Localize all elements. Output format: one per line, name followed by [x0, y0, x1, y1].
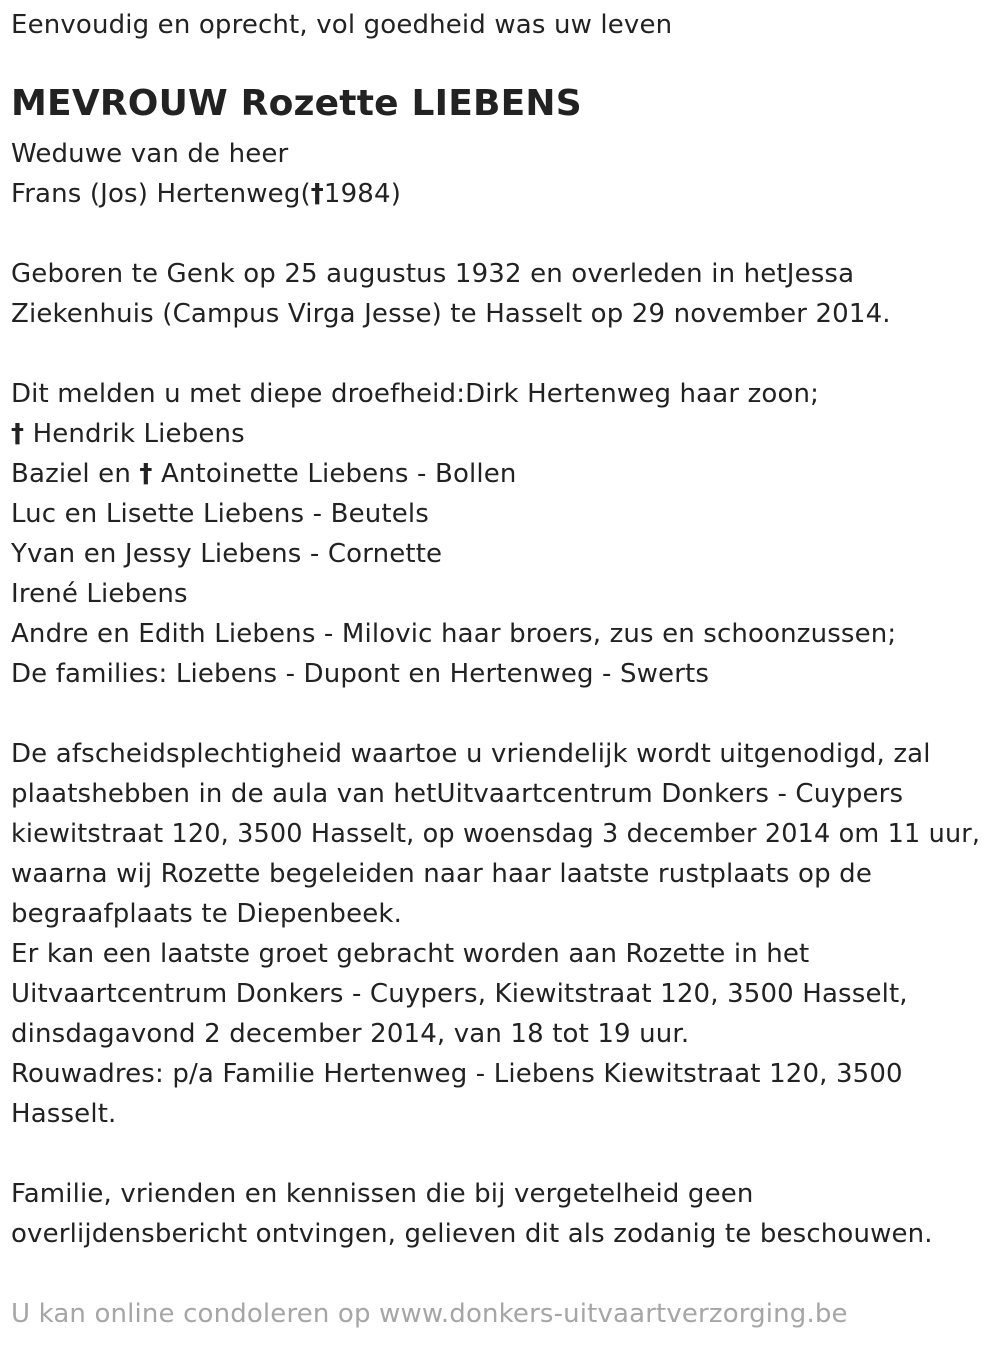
viewing-line: Uitvaartcentrum Donkers - Cuypers, Kiewitstraat 120, 3500 Hasselt, — [11, 979, 908, 1009]
birth-death-line-1: Geboren te Genk op 25 augustus 1932 en overleden in hetJessa — [11, 259, 855, 289]
family-line-yvan: Yvan en Jessy Liebens - Cornette — [11, 539, 443, 569]
family-line-baziel — [11, 454, 517, 494]
family-member: Baziel en — [11, 459, 131, 489]
ceremony-line: waarna wij Rozette begeleiden naar haar laatste rustplaats op de — [11, 859, 872, 889]
notice-line: Familie, vrienden en kennissen die bij vergetelheid geen — [11, 1179, 754, 1209]
spouse-line-2 — [11, 174, 401, 214]
deceased-name: MEVROUW Rozette LIEBENS — [11, 83, 582, 124]
family-line-luc: Luc en Lisette Liebens - Beutels — [11, 499, 429, 529]
spouse-death-year: 1984) — [323, 179, 401, 209]
viewing-line: dinsdagavond 2 december 2014, van 18 tot 19 uur. — [11, 1019, 690, 1049]
spouse-name: Frans (Jos) Hertenweg( — [11, 179, 311, 209]
mourning-address-line: Hasselt. — [11, 1099, 117, 1129]
motto: Eenvoudig en oprecht, vol goedheid was uw leven — [11, 10, 673, 40]
ceremony-line: begraafplaats te Diepenbeek. — [11, 899, 403, 929]
mourning-address-line: Rouwadres: p/a Familie Hertenweg - Liebens Kiewitstraat 120, 3500 — [11, 1059, 903, 1089]
family-line-hendrik — [11, 414, 245, 454]
cross-icon: † — [139, 459, 153, 489]
family-member: Hendrik Liebens — [32, 419, 245, 449]
ceremony-line: De afscheidsplechtigheid waartoe u vriendelijk wordt uitgenodigd, zal — [11, 739, 931, 769]
family-line-andre: Andre en Edith Liebens - Milovic haar broers, zus en schoonzussen; — [11, 619, 897, 649]
birth-death-line-2: Ziekenhuis (Campus Virga Jesse) te Hasselt op 29 november 2014. — [11, 299, 891, 329]
ceremony-line: plaatshebben in de aula van hetUitvaartcentrum Donkers - Cuypers — [11, 779, 904, 809]
notice-line: overlijdensbericht ontvingen, gelieven dit als zodanig te beschouwen. — [11, 1219, 933, 1249]
family-line-irene: Irené Liebens — [11, 579, 188, 609]
cross-icon: † — [310, 179, 324, 209]
family-intro: Dit melden u met diepe droefheid:Dirk Hertenweg haar zoon; — [11, 379, 820, 409]
spouse-line-1: Weduwe van de heer — [11, 139, 289, 169]
viewing-line: Er kan een laatste groet gebracht worden aan Rozette in het — [11, 939, 810, 969]
ceremony-line: kiewitstraat 120, 3500 Hasselt, op woensdag 3 december 2014 om 11 uur, — [11, 819, 981, 849]
family-line-families: De families: Liebens - Dupont en Hertenweg - Swerts — [11, 659, 710, 689]
family-member: Antoinette Liebens - Bollen — [160, 459, 517, 489]
cross-icon: † — [11, 419, 25, 449]
condolence-footer: U kan online condoleren op www.donkers-uitvaartverzorging.be — [11, 1299, 848, 1329]
